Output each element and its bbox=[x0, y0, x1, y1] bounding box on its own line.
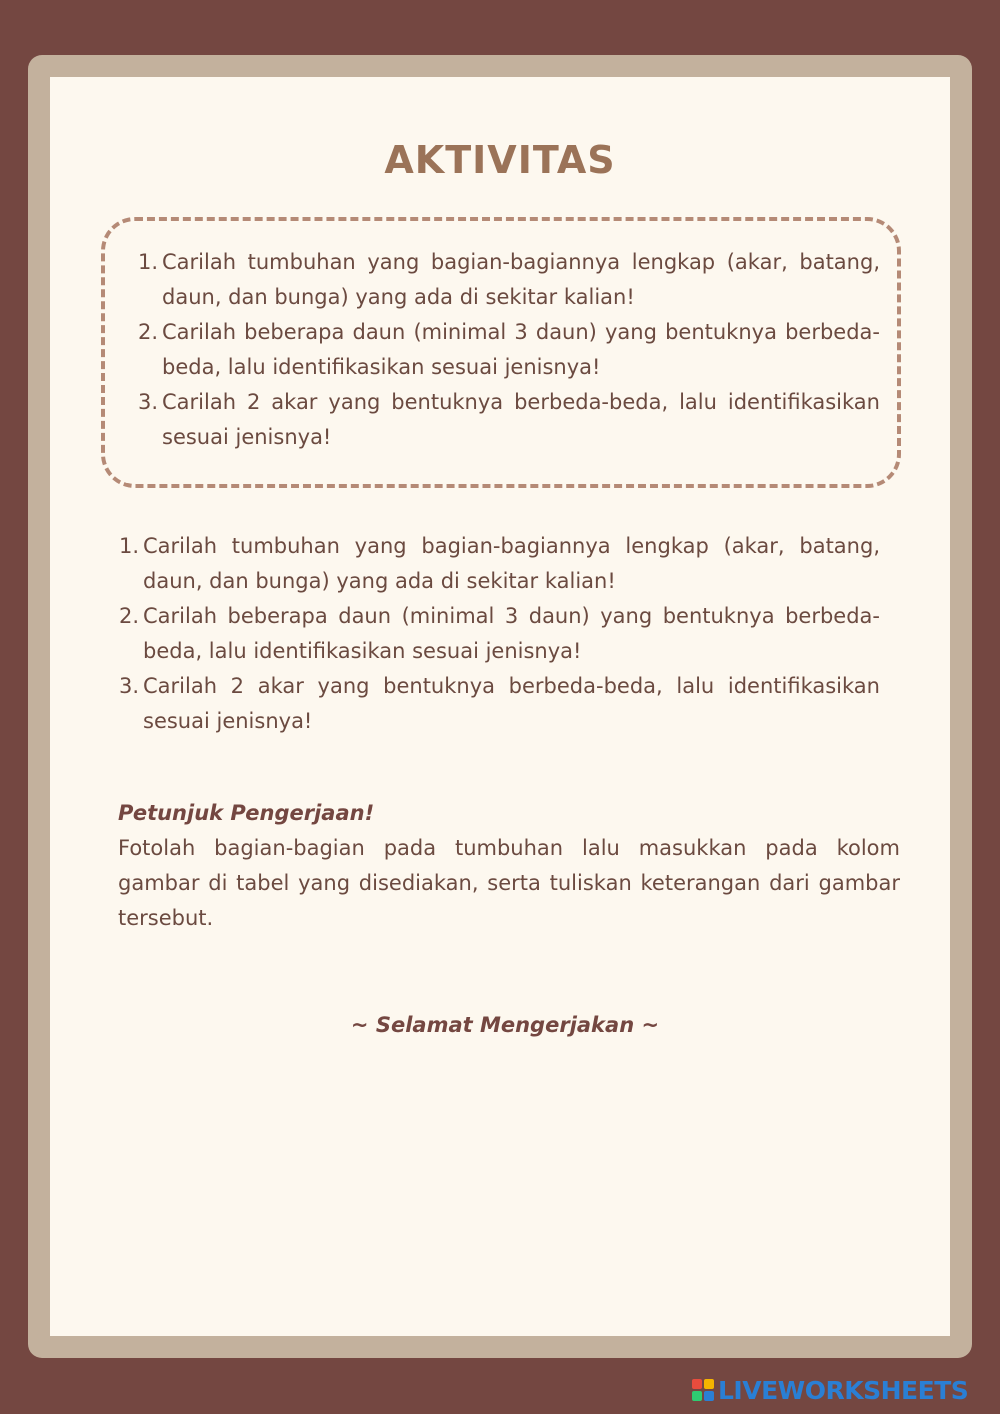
item-number: 2. bbox=[138, 320, 159, 344]
brand-name: LIVEWORKSHEETS bbox=[718, 1375, 969, 1405]
item-text: Carilah 2 akar yang bentuknya berbeda-beda, lalu identifikasikan sesuai jenisnya! bbox=[162, 390, 880, 449]
item-number: 2. bbox=[119, 604, 140, 628]
item-number: 1. bbox=[138, 250, 159, 274]
brand-watermark[interactable] bbox=[692, 1375, 969, 1405]
logo-square bbox=[704, 1391, 714, 1401]
logo-square bbox=[692, 1391, 702, 1401]
logo-square bbox=[704, 1379, 714, 1389]
item-text: Carilah beberapa daun (minimal 3 daun) yang bentuknya berbeda-beda, lalu identifikasikan sesuai jenisnya! bbox=[143, 604, 880, 663]
item-number: 3. bbox=[119, 674, 140, 698]
instructions-heading: Petunjuk Pengerjaan! bbox=[118, 801, 375, 825]
list-item bbox=[119, 599, 880, 669]
item-text: Carilah beberapa daun (minimal 3 daun) yang bentuknya berbeda-beda, lalu identifikasikan sesuai jenisnya! bbox=[162, 320, 880, 379]
item-text: Carilah tumbuhan yang bagian-bagiannya lengkap (akar, batang, daun, dan bunga) yang ada di sekitar kalian! bbox=[143, 534, 880, 593]
instructions-body: Fotolah bagian-bagian pada tumbuhan lalu masukkan pada kolom gambar di tabel yang disediakan, serta tuliskan keterangan dari gambar tersebut. bbox=[118, 836, 900, 930]
task-list bbox=[119, 529, 880, 739]
list-item bbox=[138, 315, 880, 385]
item-number: 3. bbox=[138, 390, 159, 414]
instructions-section bbox=[118, 796, 900, 936]
list-item bbox=[119, 529, 880, 599]
closing-message: ~ Selamat Mengerjakan ~ bbox=[350, 1013, 660, 1037]
logo-square bbox=[692, 1379, 702, 1389]
boxed-task-list bbox=[138, 245, 880, 455]
item-text: Carilah tumbuhan yang bagian-bagiannya lengkap (akar, batang, daun, dan bunga) yang ada di sekitar kalian! bbox=[162, 250, 880, 309]
list-item bbox=[138, 245, 880, 315]
list-item bbox=[138, 385, 880, 455]
brand-logo-icon bbox=[692, 1379, 714, 1401]
page-title: AKTIVITAS bbox=[384, 138, 616, 182]
item-text: Carilah 2 akar yang bentuknya berbeda-beda, lalu identifikasikan sesuai jenisnya! bbox=[143, 674, 880, 733]
item-number: 1. bbox=[119, 534, 140, 558]
list-item bbox=[119, 669, 880, 739]
